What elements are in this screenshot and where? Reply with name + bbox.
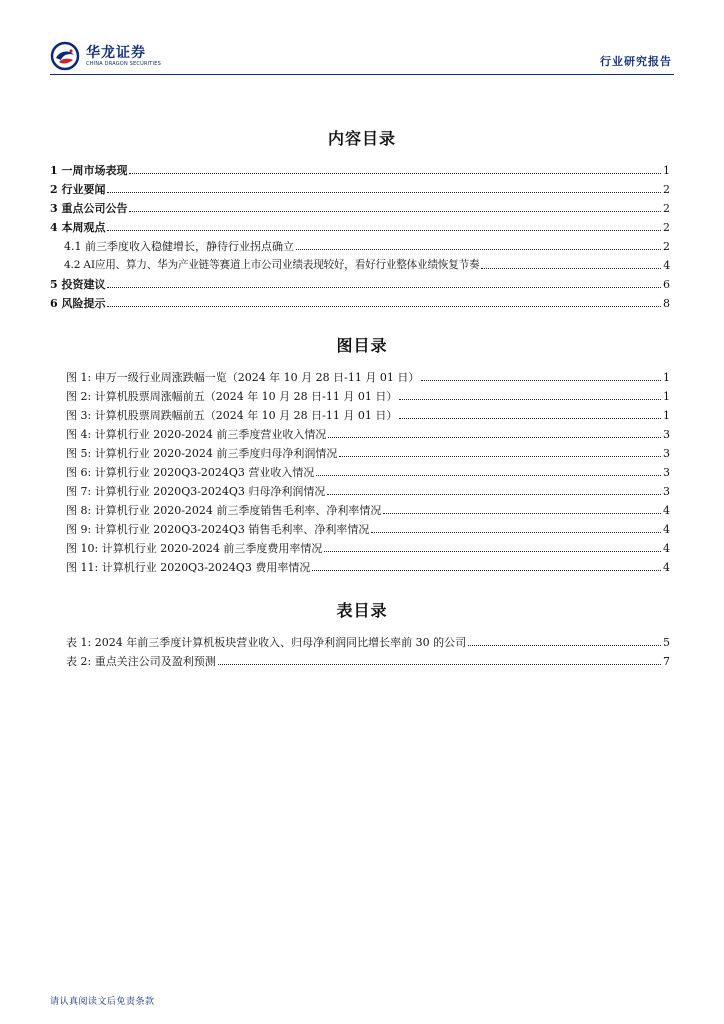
- leader-dots: [371, 532, 661, 533]
- figure-entry-page: 1: [663, 409, 670, 422]
- table-entry-label: 表 1: 2024 年前三季度计算机板块营业收入、归母净利润同比增长率前 30 的公司: [66, 636, 467, 649]
- toc-item-page: 2: [663, 183, 670, 196]
- leader-dots: [107, 306, 661, 307]
- contents-title: 内容目录: [327, 129, 396, 148]
- figure-entry[interactable]: [66, 521, 670, 536]
- figure-entry[interactable]: [66, 445, 670, 460]
- table-entry-page: 7: [663, 655, 670, 668]
- figure-entry-label: 图 9: 计算机行业 2020Q3-2024Q3 销售毛利率、净利率情况: [66, 523, 370, 536]
- toc-item-label: 4.2 AI应用、算力、华为产业链等赛道上市公司业绩表现较好，看好行业整体业绩恢复节奏: [64, 259, 480, 271]
- toc-item-label: 2 行业要闻: [50, 183, 106, 196]
- figure-entry[interactable]: [66, 407, 670, 422]
- toc-item-page: 1: [663, 164, 670, 177]
- figures-title: 图目录: [336, 336, 388, 355]
- figure-entry-page: 1: [663, 390, 670, 403]
- leader-dots: [481, 268, 661, 269]
- figure-entry-label: 图 7: 计算机行业 2020Q3-2024Q3 归母净利润情况: [66, 485, 326, 498]
- table-entry[interactable]: [66, 653, 670, 668]
- figure-entry-label: 图 2: 计算机股票周涨幅前五（2024 年 10 月 28 日-11 月 01 日）: [66, 390, 398, 403]
- toc-item[interactable]: [50, 219, 670, 234]
- leader-dots: [324, 551, 661, 552]
- figure-entry[interactable]: [66, 369, 670, 384]
- leader-dots: [107, 287, 661, 288]
- dragon-logo-icon: [50, 41, 80, 71]
- figure-entry-label: 图 11: 计算机行业 2020Q3-2024Q3 费用率情况: [66, 561, 311, 574]
- toc-item-label: 3 重点公司公告: [50, 202, 128, 215]
- figure-entry-label: 图 6: 计算机行业 2020Q3-2024Q3 营业收入情况: [66, 466, 315, 479]
- toc-item-label: 6 风险提示: [50, 297, 106, 310]
- table-entry-page: 5: [663, 636, 670, 649]
- figure-entry-label: 图 3: 计算机股票周跌幅前五（2024 年 10 月 28 日-11 月 01 日）: [66, 409, 398, 422]
- figure-entry-label: 图 10: 计算机行业 2020-2024 前三季度费用率情况: [66, 542, 323, 555]
- leader-dots: [296, 249, 661, 250]
- toc-item[interactable]: [50, 295, 670, 310]
- leader-dots: [399, 418, 661, 419]
- page-header: [50, 40, 674, 76]
- figure-entry-label: 图 8: 计算机行业 2020-2024 前三季度销售毛利率、净利率情况: [66, 504, 382, 517]
- toc-item[interactable]: [50, 181, 670, 196]
- leader-dots: [421, 380, 661, 381]
- leader-dots: [107, 230, 661, 231]
- toc-item[interactable]: [50, 162, 670, 177]
- toc-item-label: 1 一周市场表现: [50, 164, 128, 177]
- leader-dots: [107, 192, 661, 193]
- toc-item-page: 2: [663, 221, 670, 234]
- leader-dots: [129, 211, 661, 212]
- table-entry-label: 表 2: 重点关注公司及盈利预测: [66, 655, 216, 668]
- disclaimer-footer: 请认真阅读文后免责条款: [50, 997, 155, 1007]
- toc-item-page: 8: [663, 297, 670, 310]
- tables-title: 表目录: [336, 601, 388, 620]
- toc-item-label: 4.1 前三季度收入稳健增长，静待行业拐点确立: [64, 240, 294, 253]
- table-entry[interactable]: [66, 634, 670, 649]
- figure-entry-page: 4: [663, 561, 670, 574]
- toc-item[interactable]: [50, 276, 670, 291]
- figure-entry-page: 4: [663, 504, 670, 517]
- figure-entry[interactable]: [66, 559, 670, 574]
- figure-entry[interactable]: [66, 483, 670, 498]
- logo-english-name: CHINA DRAGON SECURITIES: [86, 60, 161, 67]
- figure-entry-page: 1: [663, 371, 670, 384]
- figure-entry-page: 3: [663, 485, 670, 498]
- leader-dots: [328, 437, 661, 438]
- figure-entry-label: 图 4: 计算机行业 2020-2024 前三季度营业收入情况: [66, 428, 327, 441]
- figure-entry-label: 图 5: 计算机行业 2020-2024 前三季度归母净利润情况: [66, 447, 338, 460]
- report-type-label: 行业研究报告: [600, 55, 672, 68]
- toc-item-page: 4: [663, 259, 670, 272]
- toc-subitem[interactable]: [64, 257, 670, 272]
- toc-item[interactable]: [50, 200, 670, 215]
- toc-item-label: 5 投资建议: [50, 278, 106, 291]
- figure-entry[interactable]: [66, 388, 670, 403]
- company-logo: [50, 40, 161, 72]
- figure-entry[interactable]: [66, 464, 670, 479]
- leader-dots: [312, 570, 661, 571]
- figure-entry[interactable]: [66, 426, 670, 441]
- toc-item-label: 4 本周观点: [50, 221, 106, 234]
- figure-entry-label: 图 1: 申万一级行业周涨跌幅一览（2024 年 10 月 28 日-11 月 01 日）: [66, 371, 420, 384]
- figure-entry[interactable]: [66, 502, 670, 517]
- leader-dots: [468, 645, 661, 646]
- toc-item-page: 2: [663, 240, 670, 253]
- leader-dots: [218, 664, 661, 665]
- leader-dots: [339, 456, 661, 457]
- logo-chinese-name: 华龙证券: [86, 44, 146, 61]
- leader-dots: [316, 475, 661, 476]
- figure-entry-page: 3: [663, 466, 670, 479]
- figure-entry-page: 3: [663, 447, 670, 460]
- figure-entry[interactable]: [66, 540, 670, 555]
- leader-dots: [383, 513, 661, 514]
- toc-subitem[interactable]: [64, 238, 670, 253]
- leader-dots: [129, 173, 661, 174]
- toc-item-page: 6: [663, 278, 670, 291]
- toc-item-page: 2: [663, 202, 670, 215]
- figure-entry-page: 4: [663, 523, 670, 536]
- leader-dots: [327, 494, 661, 495]
- leader-dots: [399, 399, 661, 400]
- header-divider: [50, 74, 674, 75]
- figure-entry-page: 4: [663, 542, 670, 555]
- figure-entry-page: 3: [663, 428, 670, 441]
